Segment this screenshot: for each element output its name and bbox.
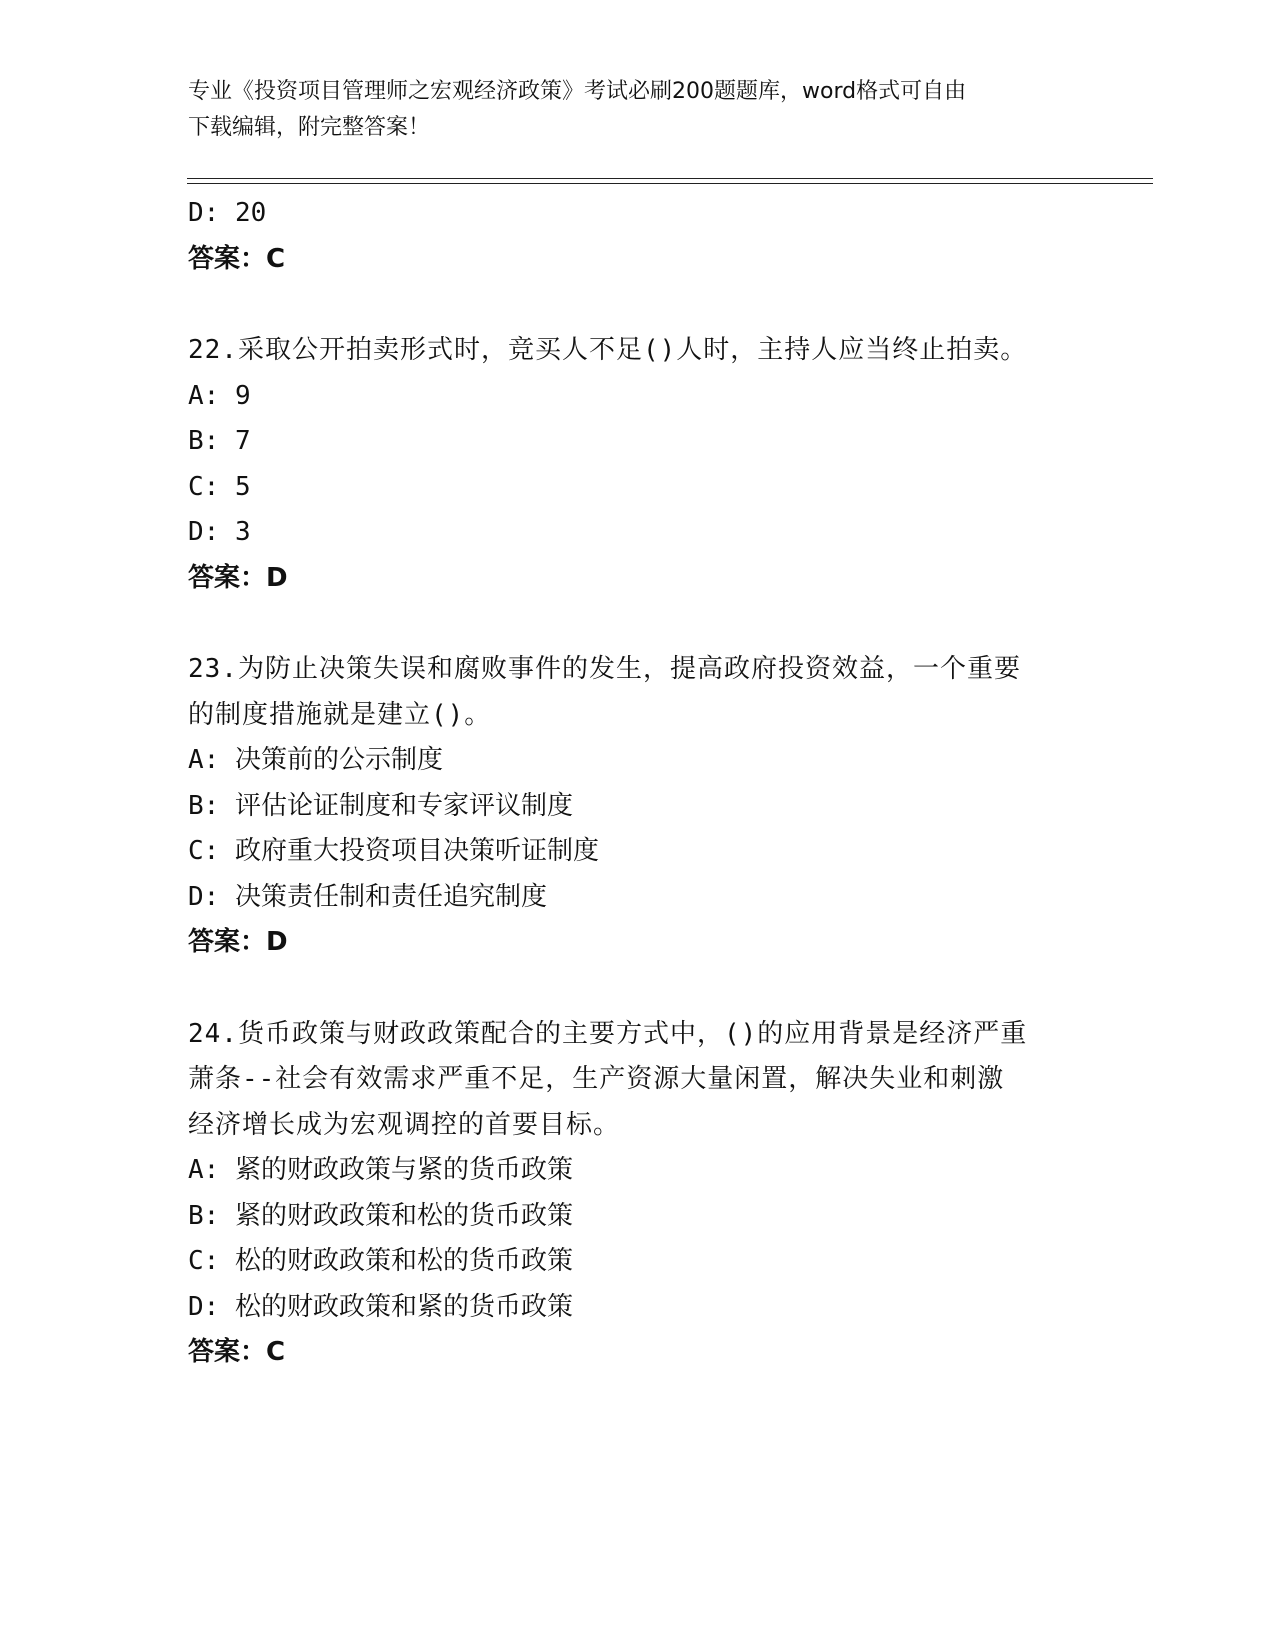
question-text-line-2: 萧条--社会有效需求严重不足，生产资源大量闲置，解决失业和刺激 (188, 1064, 1005, 1094)
option-d: D: 3 (188, 517, 251, 547)
option-b: B: 紧的财政政策和松的货币政策 (188, 1200, 573, 1231)
question-22 (188, 328, 1088, 601)
header-divider-bottom (187, 183, 1153, 184)
question-24 (188, 1012, 1088, 1376)
question-text-line-2: 的制度措施就是建立()。 (188, 699, 492, 730)
option-c: C: 松的财政政策和松的货币政策 (188, 1246, 573, 1276)
option-c: C: 政府重大投资项目决策听证制度 (188, 836, 599, 866)
question-list (188, 191, 1088, 1376)
question-text-line-3: 经济增长成为宏观调控的首要目标。 (188, 1109, 621, 1140)
option-a: A: 紧的财政政策与紧的货币政策 (188, 1155, 573, 1185)
answer-line: 答案：C (188, 1337, 286, 1367)
previous-question-tail (188, 191, 1088, 282)
question-text: 22.采取公开拍卖形式时，竞买人不足()人时，主持人应当终止拍卖。 (188, 335, 1028, 365)
question-text-line-1: 23.为防止决策失误和腐败事件的发生，提高政府投资效益，一个重要 (188, 654, 1021, 684)
option-d: D: 松的财政政策和紧的货币政策 (188, 1291, 573, 1322)
question-23 (188, 647, 1088, 966)
document-header (188, 74, 1068, 146)
header-line-1: 专业《投资项目管理师之宏观经济政策》考试必刷200题题库，word格式可自由 (188, 79, 967, 104)
option-d: D: 20 (188, 198, 267, 228)
option-d: D: 决策责任制和责任追究制度 (188, 881, 547, 912)
answer-line: 答案：C (188, 243, 286, 274)
question-text-line-1: 24.货币政策与财政政策配合的主要方式中，()的应用背景是经济严重 (188, 1018, 1028, 1049)
header-line-2: 下载编辑，附完整答案！ (188, 115, 431, 140)
option-b: B: 评估论证制度和专家评议制度 (188, 790, 573, 821)
option-b: B: 7 (188, 426, 251, 456)
answer-line: 答案：D (188, 562, 288, 593)
option-a: A: 9 (188, 380, 251, 411)
option-a: A: 决策前的公示制度 (188, 745, 443, 775)
option-c: C: 5 (188, 471, 251, 502)
header-divider-top (187, 178, 1153, 179)
answer-line: 答案：D (188, 927, 288, 957)
